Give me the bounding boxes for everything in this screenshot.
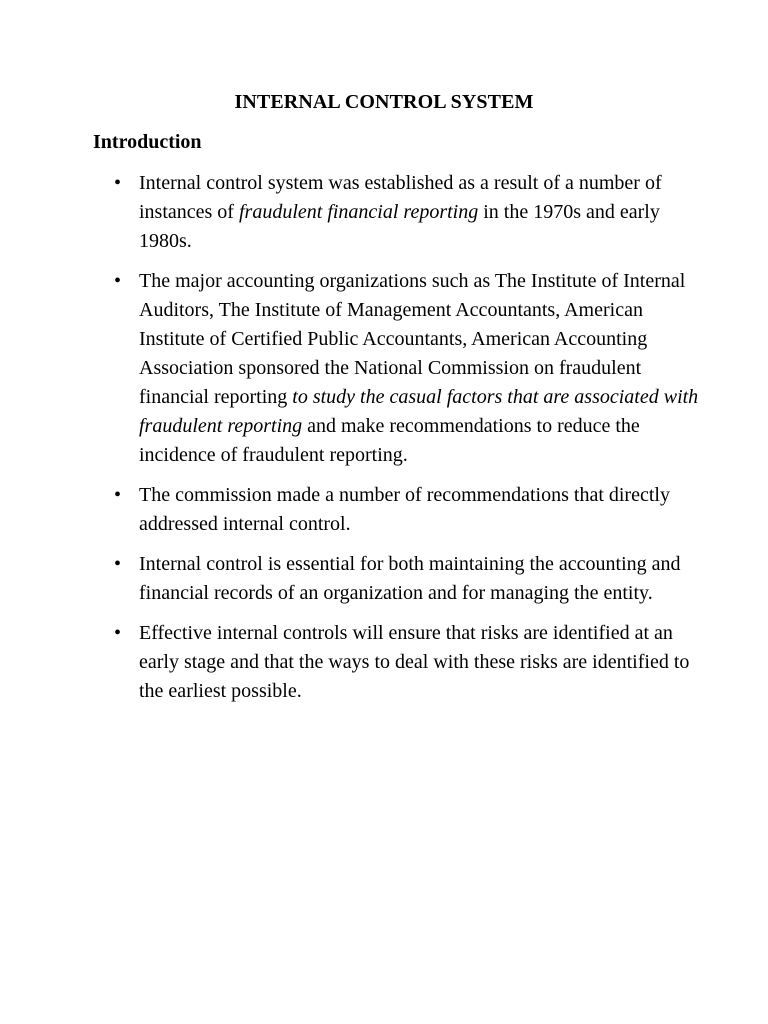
bullet-dot-icon: • [114, 484, 122, 506]
bullet-text [139, 172, 662, 252]
section-heading: Introduction [93, 131, 202, 153]
bullet-text [139, 270, 698, 466]
bullet-item [0, 619, 768, 706]
text-segment: The commission made a number of recommendations that directly addressed internal control. [139, 484, 670, 535]
bullet-item [0, 550, 768, 608]
text-segment: in the 1970s and early 1980s. [139, 201, 660, 252]
bullet-text [139, 484, 670, 535]
text-segment: The major accounting organizations such as The Institute of Internal Auditors, The Institute of Management Accountants, American Institute of Certified Public Accountants, American Accounting Association sponsored the National Commission on fraudulent financial reporting [139, 270, 686, 408]
bullet-item [0, 267, 768, 470]
bullet-item [0, 481, 768, 539]
italic-text-segment: to study the casual factors that are associated with fraudulent reporting [139, 386, 699, 437]
text-segment: Internal control is essential for both maintaining the accounting and financial records of an organization and for managing the entity. [139, 553, 681, 604]
document-title: INTERNAL CONTROL SYSTEM [234, 91, 534, 113]
italic-text-segment: fraudulent financial reporting [238, 201, 479, 223]
bullet-dot-icon: • [114, 172, 122, 194]
text-segment: Internal control system was established as a result of a number of instances of [139, 172, 662, 223]
bullet-list [0, 169, 768, 717]
text-segment: and make recommendations to reduce the incidence of fraudulent reporting. [139, 415, 640, 466]
text-segment: Effective internal controls will ensure that risks are identified at an early stage and that the ways to deal with these risks are identified to the earliest possible. [139, 622, 690, 702]
bullet-dot-icon: • [114, 553, 122, 575]
bullet-text [139, 553, 681, 604]
bullet-dot-icon: • [114, 622, 122, 644]
bullet-item [0, 169, 768, 256]
bullet-text [139, 622, 689, 702]
bullet-dot-icon: • [114, 270, 122, 292]
